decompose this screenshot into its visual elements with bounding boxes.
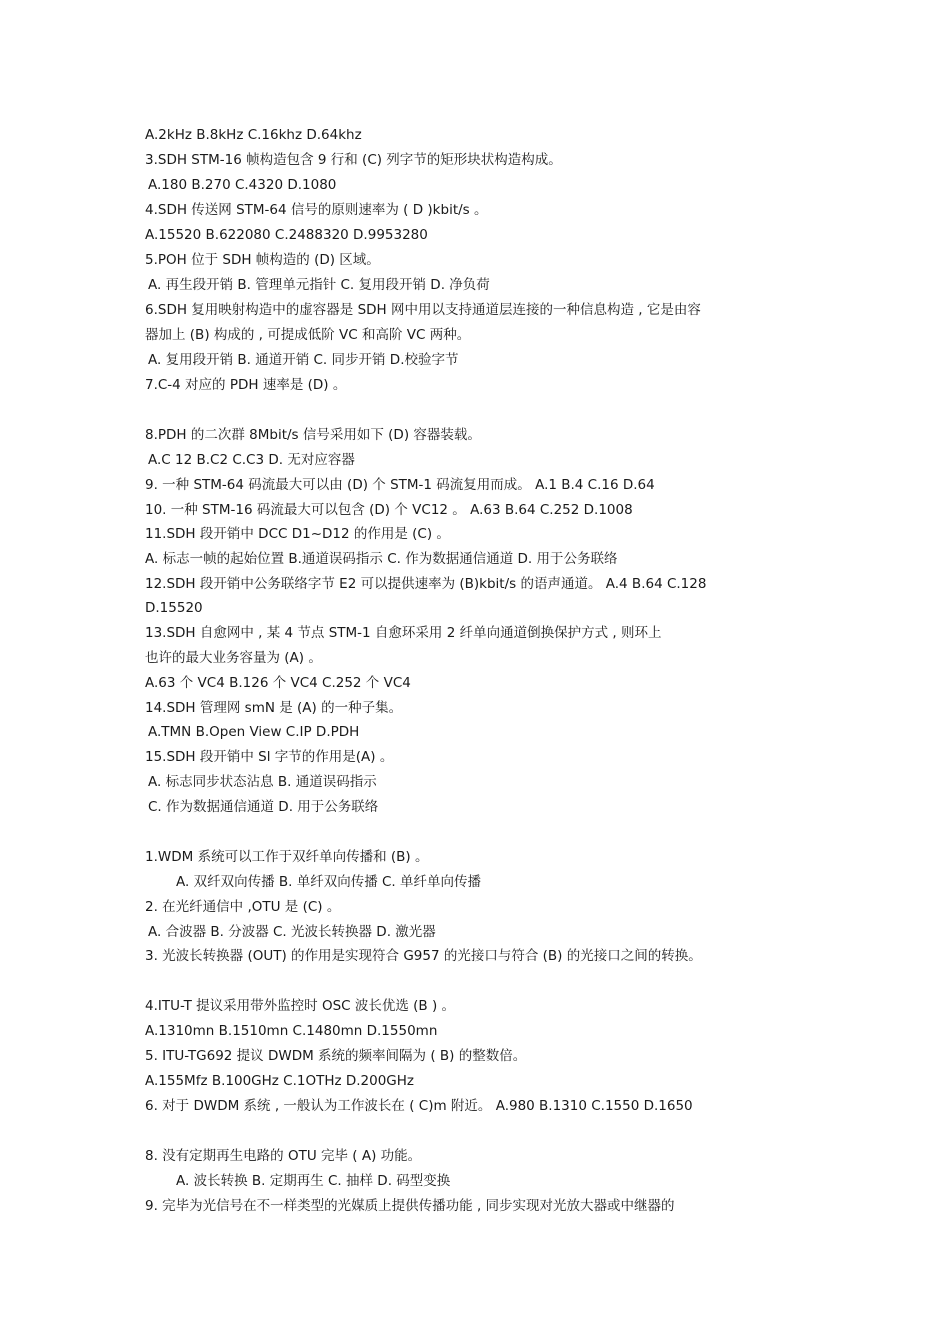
text-line: 器加上 (B) 构成的 , 可提成低阶 VC 和高阶 VC 两种。 bbox=[145, 327, 471, 343]
text-line: 3.SDH STM-16 帧构造包含 9 行和 (C) 列字节的矩形块状构造构成。 bbox=[145, 152, 562, 168]
text-line: A. 波长转换 B. 定期再生 C. 抽样 D. 码型变换 bbox=[176, 1173, 451, 1189]
text-line: 3. 光波长转换器 (OUT) 的作用是实现符合 G957 的光接口与符合 (B) 的光接口之间的转换。 bbox=[145, 948, 702, 964]
text-line: A. 标志同步状态沾息 B. 通道误码指示 bbox=[148, 774, 377, 790]
text-line: A. 再生段开销 B. 管理单元指针 C. 复用段开销 D. 净负荷 bbox=[148, 277, 490, 293]
text-line: 9. 一种 STM-64 码流最大可以由 (D) 个 STM-1 码流复用而成。 A.1 B.4 C.16 D.64 bbox=[145, 477, 655, 493]
text-line: 8. 没有定期再生电路的 OTU 完毕 ( A) 功能。 bbox=[145, 1148, 422, 1164]
text-line: 1.WDM 系统可以工作于双纤单向传播和 (B) 。 bbox=[145, 849, 429, 865]
text-line: 14.SDH 管理网 smN 是 (A) 的一种子集。 bbox=[145, 700, 403, 716]
text-line: 9. 完毕为光信号在不一样类型的光媒质上提供传播功能 , 同步实现对光放大器或中继器的 bbox=[145, 1198, 675, 1214]
text-line: 2. 在光纤通信中 ,OTU 是 (C) 。 bbox=[145, 899, 341, 915]
text-line: 15.SDH 段开销中 Sl 字节的作用是(A) 。 bbox=[145, 749, 394, 765]
text-line: A.2kHz B.8kHz C.16khz D.64khz bbox=[145, 127, 362, 143]
text-line: D.15520 bbox=[145, 600, 203, 616]
text-line: 5. ITU-TG692 提议 DWDM 系统的频率间隔为 ( B) 的整数倍。 bbox=[145, 1048, 527, 1064]
text-line: 10. 一种 STM-16 码流最大可以包含 (D) 个 VC12 。 A.63 B.64 C.252 D.1008 bbox=[145, 502, 633, 518]
text-line: A.1310mn B.1510mn C.1480mn D.1550mn bbox=[145, 1023, 438, 1039]
text-line: A.TMN B.Open View C.IP D.PDH bbox=[148, 724, 360, 740]
text-line: 5.POH 位于 SDH 帧构造的 (D) 区域。 bbox=[145, 252, 380, 268]
text-line: A.C 12 B.C2 C.C3 D. 无对应容器 bbox=[148, 452, 355, 468]
text-line: A.155Mfz B.100GHz C.1OTHz D.200GHz bbox=[145, 1073, 415, 1089]
text-line: 也许的最大业务容量为 (A) 。 bbox=[145, 650, 322, 666]
text-line: A.15520 B.622080 C.2488320 D.9953280 bbox=[145, 227, 428, 243]
text-line: A. 双纤双向传播 B. 单纤双向传播 C. 单纤单向传播 bbox=[176, 874, 482, 890]
text-line: A. 合波器 B. 分波器 C. 光波长转换器 D. 激光器 bbox=[148, 924, 436, 940]
text-line: A.180 B.270 C.4320 D.1080 bbox=[148, 177, 337, 193]
text-line: 6. 对于 DWDM 系统 , 一般认为工作波长在 ( C)m 附近。 A.980 B.1310 C.1550 D.1650 bbox=[145, 1098, 693, 1114]
text-line: 8.PDH 的二次群 8Mbit/s 信号采用如下 (D) 容器装载。 bbox=[145, 427, 481, 443]
text-line: 7.C-4 对应的 PDH 速率是 (D) 。 bbox=[145, 377, 347, 393]
text-line: A.63 个 VC4 B.126 个 VC4 C.252 个 VC4 bbox=[145, 675, 411, 691]
text-line: 13.SDH 自愈网中 , 某 4 节点 STM-1 自愈环采用 2 纤单向通道倒换保护方式 , 则环上 bbox=[145, 625, 662, 641]
text-line: 11.SDH 段开销中 DCC D1~D12 的作用是 (C) 。 bbox=[145, 526, 450, 542]
text-line: 12.SDH 段开销中公务联络字节 E2 可以提供速率为 (B)kbit/s 的语声通道。 A.4 B.64 C.128 bbox=[145, 576, 707, 592]
text-line: C. 作为数据通信通道 D. 用于公务联络 bbox=[148, 799, 379, 815]
text-line: 4.SDH 传送网 STM-64 信号的原则速率为 ( D )kbit/s 。 bbox=[145, 202, 488, 218]
text-line: 4.ITU-T 提议采用带外监控时 OSC 波长优选 (B ) 。 bbox=[145, 998, 456, 1014]
text-line: A. 复用段开销 B. 通道开销 C. 同步开销 D.校验字节 bbox=[148, 352, 459, 368]
text-line: 6.SDH 复用映射构造中的虚容器是 SDH 网中用以支持通道层连接的一种信息构造 , 它是由容 bbox=[145, 302, 701, 318]
text-line: A. 标志一帧的起始位置 B.通道误码指示 C. 作为数据通信通道 D. 用于公务联络 bbox=[145, 551, 618, 567]
